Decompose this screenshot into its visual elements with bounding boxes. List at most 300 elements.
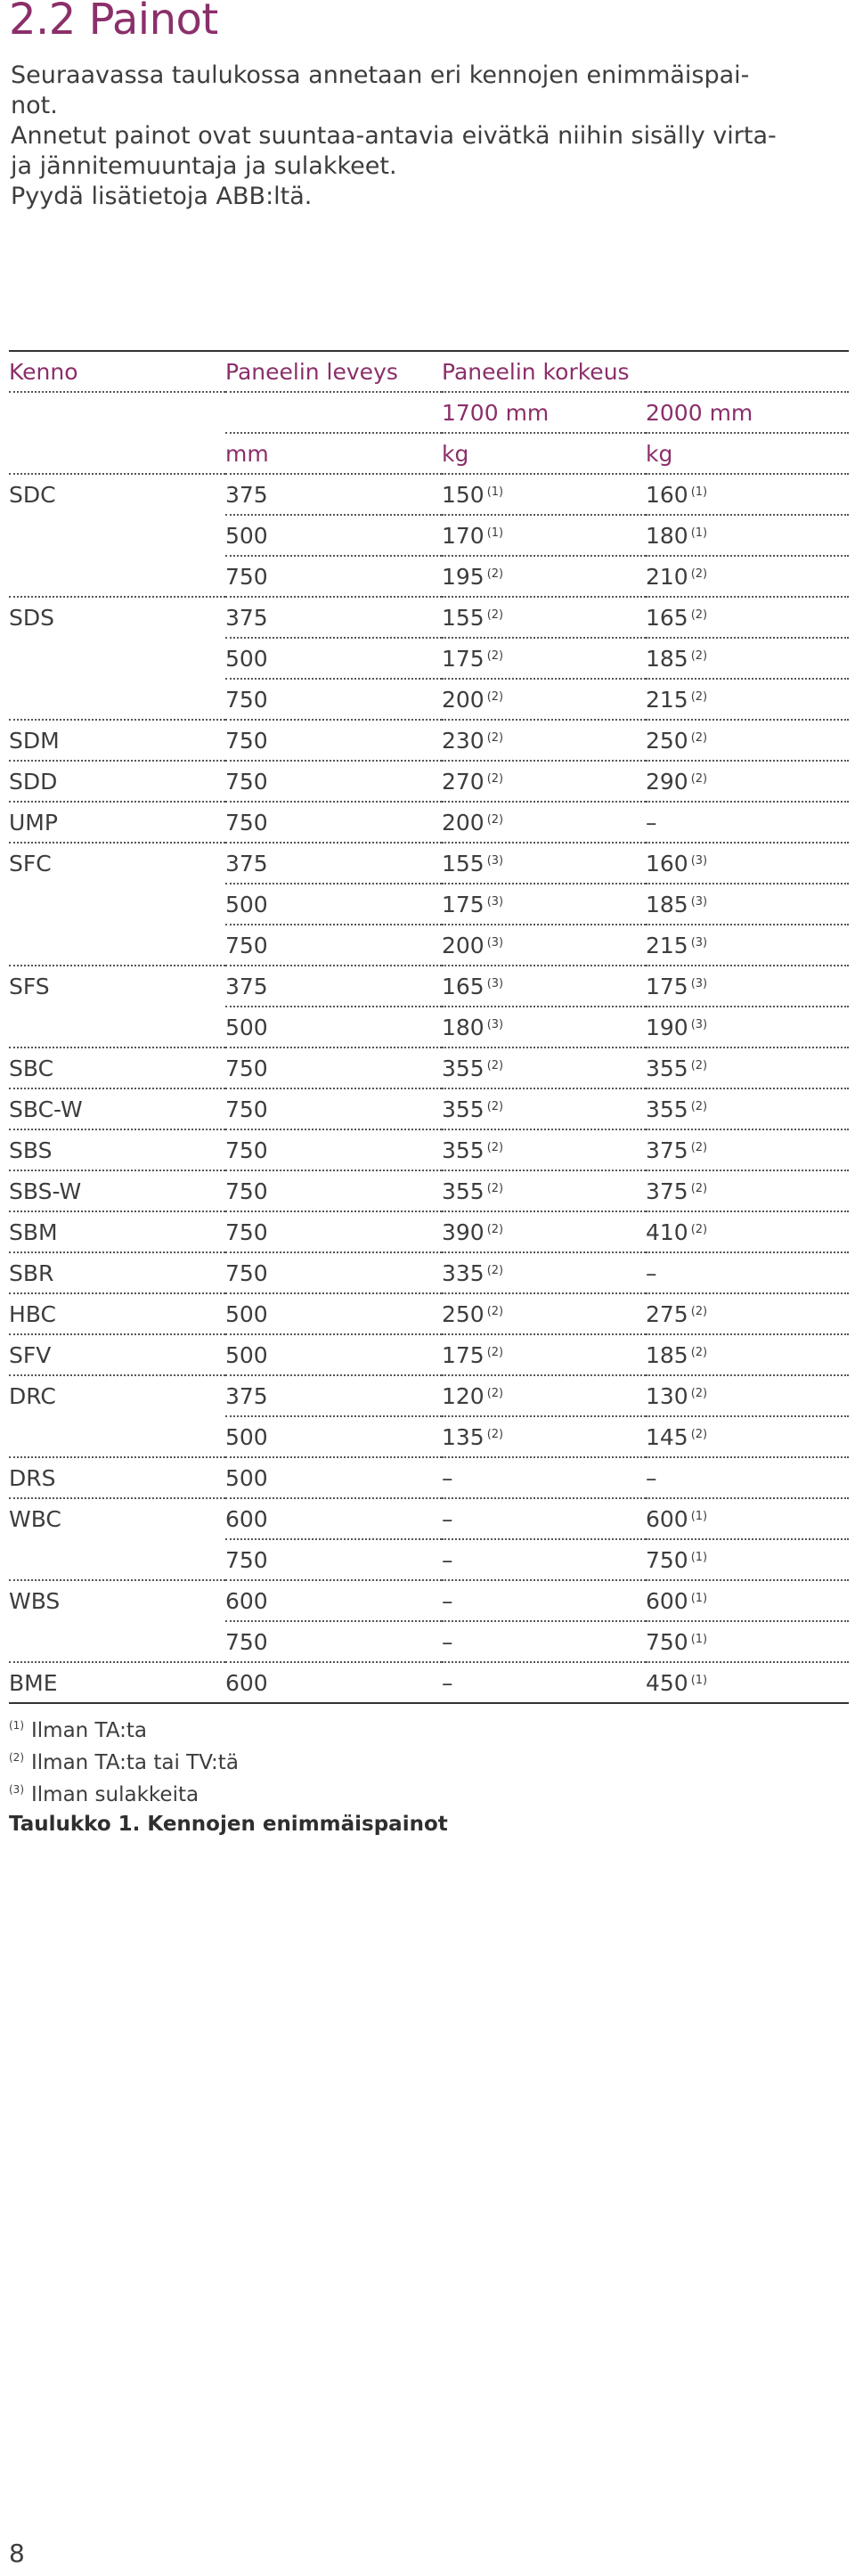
weight-value: 270 [442,768,484,795]
table-row [9,1457,849,1498]
cell-weight-2000 [646,1293,849,1334]
weight-value: 200 [442,809,484,836]
cell-weight-1700 [442,761,646,802]
weight-value: 150 [442,481,484,508]
weight-value: – [442,1628,453,1655]
cell-kenno [9,1211,225,1252]
cell-panel-width [225,556,442,597]
table-row [9,1334,849,1375]
footnote-ref: (3) [690,935,708,950]
table-row [9,556,849,597]
width-value: 750 [225,686,268,713]
kenno-label: SBC [9,1055,54,1081]
cell-kenno [9,556,225,597]
weight-value: 160 [646,481,688,508]
kenno-label: WBC [9,1506,61,1532]
width-value: 750 [225,932,268,958]
kenno-label: SFC [9,851,52,876]
weight-value: 175 [442,645,484,672]
cell-panel-width [225,679,442,720]
weight-value: 275 [646,1300,688,1327]
header-height-2000: 2000 mm [646,392,849,433]
weight-value: 410 [646,1219,688,1245]
footnote-ref: (2) [690,1058,708,1072]
table-row [9,1375,849,1416]
weight-value: 355 [442,1096,484,1122]
footnote-ref: (3) [690,976,708,990]
cell-panel-width [225,1580,442,1621]
width-value: 600 [225,1669,268,1696]
weight-value: 165 [646,604,688,631]
footnote-ref: (2) [690,1140,708,1154]
cell-weight-1700 [442,556,646,597]
table-row [9,1211,849,1252]
weight-value: – [442,1546,453,1573]
unit-weight-2000: kg [646,433,849,474]
table-row [9,1088,849,1129]
cell-kenno [9,925,225,966]
table-row [9,1580,849,1621]
weight-value: 155 [442,604,484,631]
cell-weight-2000 [646,1088,849,1129]
cell-kenno [9,597,225,638]
footnote-ref: (2) [486,1099,504,1113]
kenno-label: SBM [9,1219,58,1245]
cell-weight-2000 [646,884,849,925]
table-row [9,1048,849,1088]
footnote-ref: (2) [690,1304,708,1318]
cell-weight-1700 [442,1416,646,1457]
table-row [9,1498,849,1539]
cell-kenno [9,1662,225,1703]
footnote-text: Ilman TA:ta tai TV:tä [31,1751,239,1774]
table-row [9,1539,849,1580]
width-value: 600 [225,1505,268,1532]
footnote-ref: (1) [690,526,708,540]
weight-value: 185 [646,891,688,917]
cell-kenno [9,1457,225,1498]
cell-kenno [9,1252,225,1293]
cell-kenno [9,884,225,925]
cell-weight-2000 [646,1334,849,1375]
cell-panel-width [225,761,442,802]
cell-kenno [9,843,225,884]
width-value: 375 [225,481,268,508]
cell-weight-1700 [442,1334,646,1375]
kenno-label: SBR [9,1259,54,1286]
page-number: 8 [9,2539,25,2568]
intro-line: Annetut painot ovat suuntaa-antavia eivätkä niihin sisälly virta- [11,122,777,150]
table-row [9,597,849,638]
footnote-ref: (3) [690,853,708,868]
table-row [9,515,849,556]
kenno-label: SBC-W [9,1096,83,1122]
intro-line: not. [11,92,58,119]
footnote-ref: (2) [486,607,504,622]
cell-panel-width [225,1662,442,1703]
cell-panel-width [225,720,442,761]
table-row [9,1416,849,1457]
cell-weight-1700 [442,638,646,679]
cell-weight-2000 [646,802,849,843]
cell-weight-1700 [442,1129,646,1170]
kenno-label: SFV [9,1341,52,1368]
cell-weight-2000 [646,1375,849,1416]
width-value: 500 [225,1423,268,1450]
kenno-label: SBS [9,1137,53,1163]
weight-value: – [442,1669,453,1696]
footnote-ref: (1) [690,485,708,499]
cell-weight-2000 [646,1539,849,1580]
cell-weight-1700 [442,884,646,925]
weight-value: 250 [646,727,688,754]
cell-kenno [9,720,225,761]
footnote [9,1712,239,1744]
cell-weight-1700 [442,1580,646,1621]
cell-weight-1700 [442,1252,646,1293]
width-value: 750 [225,1055,268,1081]
table-header-row [9,351,849,392]
cell-weight-1700 [442,597,646,638]
footnote-mark: (1) [9,1719,24,1732]
cell-panel-width [225,1621,442,1662]
cell-panel-width [225,597,442,638]
width-value: 750 [225,1259,268,1286]
cell-weight-2000 [646,1621,849,1662]
cell-weight-1700 [442,1007,646,1048]
table-row [9,966,849,1007]
footnote-ref: (2) [486,1386,504,1400]
table-row [9,802,849,843]
cell-weight-2000 [646,843,849,884]
footnote-ref: (2) [690,1427,708,1441]
weight-value: 130 [646,1382,688,1409]
width-value: 750 [225,1137,268,1163]
weight-value: 335 [442,1259,484,1286]
table-subheader-row [9,392,849,433]
intro-line: ja jännitemuuntaja ja sulakkeet. [11,152,397,180]
footnote-ref: (3) [486,894,504,909]
cell-kenno [9,1170,225,1211]
cell-weight-1700 [442,1457,646,1498]
cell-weight-2000 [646,638,849,679]
table-unit-row [9,433,849,474]
cell-weight-1700 [442,1621,646,1662]
table-row [9,1293,849,1334]
cell-panel-width [225,884,442,925]
kenno-label: UMP [9,809,58,836]
footnote-ref: (3) [690,1017,708,1031]
cell-panel-width [225,1211,442,1252]
cell-panel-width [225,515,442,556]
intro-line: Pyydä lisätietoja ABB:ltä. [11,183,313,210]
weight-value: 600 [646,1505,688,1532]
kenno-label: DRC [9,1383,56,1409]
cell-panel-width [225,1088,442,1129]
cell-weight-2000 [646,515,849,556]
footnote-mark: (3) [9,1783,24,1796]
cell-kenno [9,802,225,843]
cell-weight-1700 [442,474,646,515]
cell-weight-2000 [646,1457,849,1498]
table-row [9,761,849,802]
width-value: 375 [225,604,268,631]
weight-value: 160 [646,850,688,876]
table-row [9,474,849,515]
footnote-ref: (2) [486,567,504,581]
header-empty [225,392,442,433]
width-value: 750 [225,1219,268,1245]
weight-value: 375 [646,1137,688,1163]
cell-weight-2000 [646,966,849,1007]
weight-value: – [646,809,657,836]
width-value: 375 [225,1382,268,1409]
width-value: 750 [225,1628,268,1655]
header-empty [9,433,225,474]
footnote-text: Ilman TA:ta [31,1719,148,1742]
weight-value: 120 [442,1382,484,1409]
cell-panel-width [225,638,442,679]
weight-value: 155 [442,850,484,876]
footnote-ref: (2) [690,1181,708,1195]
cell-weight-2000 [646,1007,849,1048]
weight-value: 250 [442,1300,484,1327]
cell-kenno [9,474,225,515]
weight-value: 355 [442,1178,484,1204]
cell-kenno [9,761,225,802]
cell-weight-2000 [646,1129,849,1170]
kenno-label: SDD [9,768,58,795]
weight-value: 600 [646,1587,688,1614]
width-value: 750 [225,1096,268,1122]
cell-panel-width [225,1498,442,1539]
footnote-ref: (1) [690,1591,708,1605]
footnote-ref: (2) [486,1181,504,1195]
cell-kenno [9,1007,225,1048]
weight-value: 135 [442,1423,484,1450]
footnote-ref: (1) [690,1509,708,1523]
width-value: 375 [225,973,268,999]
footnote-ref: (2) [486,812,504,827]
cell-kenno [9,1539,225,1580]
cell-weight-1700 [442,966,646,1007]
cell-kenno [9,1048,225,1088]
footnote-ref: (2) [486,1304,504,1318]
cell-panel-width [225,1539,442,1580]
cell-panel-width [225,1170,442,1211]
footnote-ref: (2) [486,1140,504,1154]
width-value: 750 [225,563,268,590]
cell-panel-width [225,843,442,884]
cell-kenno [9,1375,225,1416]
table-row [9,1252,849,1293]
header-kenno: Kenno [9,351,225,392]
cell-weight-1700 [442,1048,646,1088]
weight-value: 210 [646,563,688,590]
cell-weight-1700 [442,1293,646,1334]
page-title: 2.2 Painot [9,0,218,45]
width-value: 500 [225,645,268,672]
table-row [9,1170,849,1211]
footnotes [9,1712,239,1808]
width-value: 375 [225,850,268,876]
header-empty [9,392,225,433]
footnote-ref: (2) [690,1386,708,1400]
table-row [9,720,849,761]
cell-weight-1700 [442,925,646,966]
cell-kenno [9,1621,225,1662]
footnote-ref: (2) [486,1263,504,1277]
cell-weight-2000 [646,925,849,966]
footnote-ref: (1) [690,1673,708,1687]
weight-value: 185 [646,645,688,672]
cell-panel-width [225,1416,442,1457]
cell-panel-width [225,1334,442,1375]
footnote-ref: (1) [486,485,504,499]
footnote [9,1744,239,1776]
weights-table [9,350,849,1704]
unit-weight-1700: kg [442,433,646,474]
cell-weight-2000 [646,474,849,515]
cell-panel-width [225,1129,442,1170]
weight-value: 390 [442,1219,484,1245]
cell-weight-1700 [442,679,646,720]
cell-weight-1700 [442,1539,646,1580]
header-panel-width: Paneelin leveys [225,351,442,392]
kenno-label: SDM [9,727,60,754]
cell-kenno [9,679,225,720]
width-value: 600 [225,1587,268,1614]
cell-weight-2000 [646,1048,849,1088]
footnote-ref: (2) [486,771,504,786]
weight-value: 185 [646,1341,688,1368]
footnote-ref: (3) [690,894,708,909]
kenno-label: WBS [9,1588,61,1614]
cell-kenno [9,1580,225,1621]
footnote [9,1776,239,1808]
cell-panel-width [225,1293,442,1334]
footnote-mark: (2) [9,1751,24,1764]
footnote-ref: (3) [486,935,504,950]
cell-weight-2000 [646,1580,849,1621]
footnote-ref: (2) [486,730,504,745]
cell-kenno [9,1498,225,1539]
cell-panel-width [225,1375,442,1416]
cell-weight-2000 [646,1170,849,1211]
cell-weight-2000 [646,597,849,638]
width-value: 750 [225,1546,268,1573]
weight-value: 355 [442,1137,484,1163]
header-panel-height: Paneelin korkeus [442,351,849,392]
kenno-label: SDC [9,482,56,508]
table-row [9,1129,849,1170]
footnote-ref: (2) [690,1345,708,1359]
footnote-ref: (2) [690,567,708,581]
cell-kenno [9,1129,225,1170]
width-value: 500 [225,1464,268,1491]
weights-table-body [9,351,849,1703]
footnote-ref: (2) [690,730,708,745]
table-row [9,925,849,966]
footnote-ref: (2) [690,607,708,622]
cell-weight-1700 [442,1211,646,1252]
footnote-ref: (2) [486,1345,504,1359]
width-value: 750 [225,809,268,836]
footnote-ref: (2) [486,689,504,704]
cell-panel-width [225,925,442,966]
kenno-label: SDS [9,605,54,631]
weight-value: 290 [646,768,688,795]
width-value: 500 [225,522,268,549]
cell-weight-2000 [646,679,849,720]
cell-panel-width [225,802,442,843]
cell-kenno [9,1088,225,1129]
cell-panel-width [225,1048,442,1088]
cell-weight-1700 [442,802,646,843]
kenno-label: SBS-W [9,1178,82,1204]
cell-panel-width [225,1457,442,1498]
cell-weight-2000 [646,1252,849,1293]
unit-width: mm [225,433,442,474]
kenno-label: BME [9,1669,58,1696]
footnote-ref: (2) [486,1222,504,1236]
weight-value: – [646,1259,657,1286]
footnote-ref: (2) [690,689,708,704]
cell-weight-2000 [646,761,849,802]
cell-panel-width [225,474,442,515]
cell-weight-2000 [646,720,849,761]
kenno-label: SFS [9,974,50,999]
weight-value: 180 [646,522,688,549]
weight-value: – [442,1505,453,1532]
weight-value: 355 [646,1096,688,1122]
cell-kenno [9,1416,225,1457]
weight-value: 375 [646,1178,688,1204]
weight-value: – [442,1464,453,1491]
width-value: 750 [225,727,268,754]
width-value: 500 [225,1300,268,1327]
footnote-ref: (2) [690,771,708,786]
cell-kenno [9,1334,225,1375]
weight-value: – [442,1587,453,1614]
weight-value: 355 [442,1055,484,1081]
weight-value: 165 [442,973,484,999]
cell-weight-1700 [442,1498,646,1539]
weight-value: 750 [646,1546,688,1573]
footnote-ref: (1) [690,1632,708,1646]
cell-weight-2000 [646,1416,849,1457]
cell-weight-2000 [646,1662,849,1703]
weight-value: 450 [646,1669,688,1696]
cell-kenno [9,638,225,679]
table-row [9,1621,849,1662]
table-row [9,679,849,720]
cell-weight-1700 [442,720,646,761]
width-value: 750 [225,768,268,795]
weight-value: 195 [442,563,484,590]
footnote-ref: (2) [690,1222,708,1236]
cell-weight-1700 [442,515,646,556]
intro-line: Seuraavassa taulukossa annetaan eri kennojen enimmäispai- [11,61,750,89]
weight-value: – [646,1464,657,1491]
kenno-label: HBC [9,1300,56,1327]
cell-kenno [9,1293,225,1334]
table-caption: Taulukko 1. Kennojen enimmäispainot [9,1813,448,1836]
width-value: 500 [225,891,268,917]
footnote-ref: (2) [486,1427,504,1441]
footnote-ref: (1) [690,1550,708,1564]
table-row [9,1662,849,1703]
